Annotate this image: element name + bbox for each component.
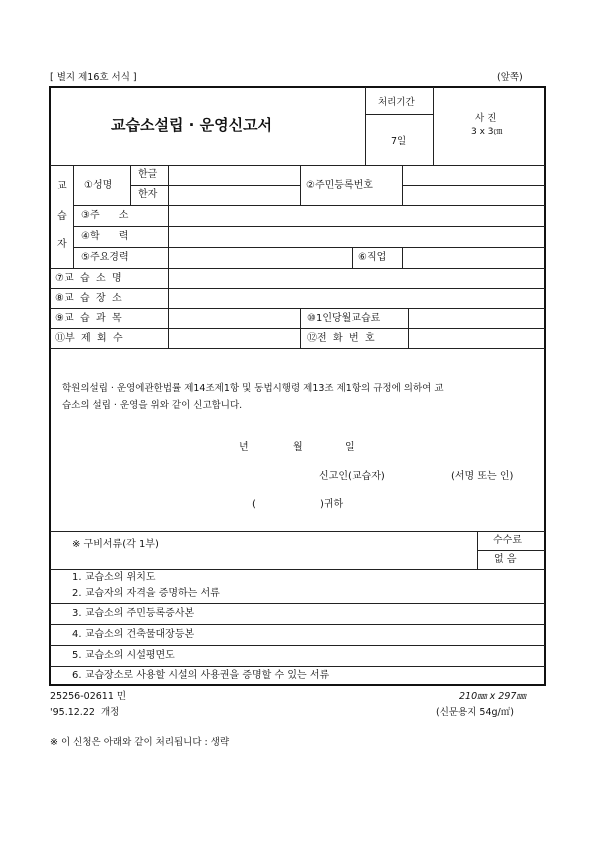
hangul-label: 한글 [138,169,158,180]
recipient-field[interactable] [262,497,317,511]
phone-label: ⑫전 화 번 호 [307,333,375,344]
school-location-label: ⑧교 습 장 소 [55,293,122,304]
position-field[interactable] [403,248,544,267]
recipient-close: )귀하 [320,499,344,510]
paper-size: 210㎜ x 297㎜ [459,691,526,702]
declaration-text-line2: 습소의 설립 · 운영을 위와 같이 신고합니다. [62,400,243,411]
education-label: ④학 력 [81,231,129,242]
career-field[interactable] [169,248,351,267]
instructors-label: ⑪부 제 회 수 [55,333,123,344]
hanja-label: 한자 [138,189,158,200]
signature-label: (서명 또는 인) [451,471,514,482]
form-code: 25256-02611 민 [50,691,127,702]
required-documents-heading: ※ 구비서류(각 1부) [72,539,159,550]
name-hangul-field[interactable] [169,166,299,184]
school-name-label: ⑦교 습 소 명 [55,273,122,284]
page-side-label: (앞쪽) [497,72,523,83]
photo-label: 사 진 [475,113,497,124]
school-name-field[interactable] [169,269,544,287]
fee-label: 수수료 [493,535,522,546]
applicant-group-label-3: 자 [57,239,67,250]
address-field[interactable] [169,206,544,225]
name-hanja-field[interactable] [169,186,299,204]
applicant-group-label-2: 습 [57,211,67,222]
processing-period-value: 7일 [391,136,407,147]
processing-period-label: 처리기간 [378,97,415,108]
school-subject-field[interactable] [169,309,299,327]
fee-value: 없 음 [494,554,517,565]
form-title: 교습소설립 · 운영신고서 [111,116,273,134]
date-month-label: 월 [293,442,303,453]
processing-note: ※ 이 신청은 아래와 같이 처리됩니다 : 생략 [50,737,230,748]
monthly-fee-label: ⑩1인당월교습료 [307,313,381,324]
name-label: ①성명 [84,180,113,191]
document-item: 4. 교습소의 건축물대장등본 [72,629,195,640]
document-item: 3. 교습소의 주민등록증사본 [72,608,195,619]
applicant-group-label-1: 교 [57,181,67,192]
declarant-label: 신고인(교습자) [319,471,385,482]
recipient-open: ( [252,499,256,510]
instructors-field[interactable] [169,329,299,347]
monthly-fee-field[interactable] [409,309,544,327]
paper-type: (신문용지 54g/㎡) [436,707,514,718]
education-field[interactable] [169,227,544,246]
declaration-text-line1: 학원의설립 · 운영에관한법률 제14조제1항 및 동법시행령 제13조 제1항의 규정에 의하여 교 [62,383,444,394]
school-location-field[interactable] [169,289,544,307]
date-year-label: 년 [239,442,249,453]
document-item: 5. 교습소의 시설평면도 [72,650,175,661]
document-item: 6. 교습장소로 사용할 시설의 사용권을 증명할 수 있는 서류 [72,670,330,681]
document-item: 2. 교습자의 자격을 증명하는 서류 [72,588,220,599]
form-number: [ 별지 제16호 서식 ] [50,72,137,83]
address-label: ③주 소 [81,210,129,221]
rrn-label: ②주민등록번호 [306,180,373,191]
revision-date: '95.12.22 개정 [50,707,120,718]
document-item: 1. 교습소의 위치도 [72,572,156,583]
rrn-field[interactable] [403,166,544,204]
position-label: ⑥직업 [358,252,387,263]
school-subject-label: ⑨교 습 과 목 [55,313,122,324]
career-label: ⑤주요경력 [81,252,129,263]
phone-field[interactable] [409,329,544,347]
date-day-label: 일 [345,442,355,453]
photo-size: 3 x 3㎝ [471,127,503,137]
